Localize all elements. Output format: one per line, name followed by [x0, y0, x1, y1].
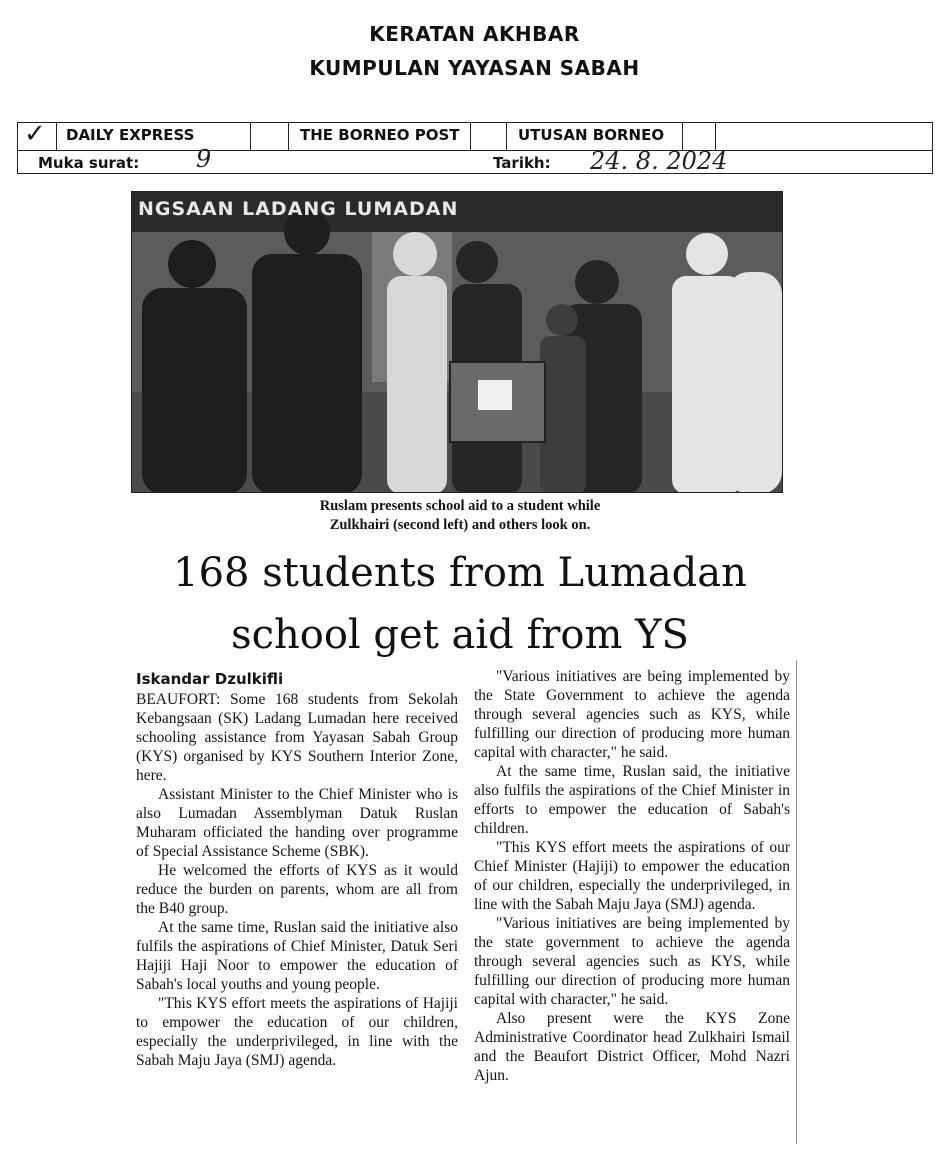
grid-divider [288, 123, 289, 150]
grid-divider [18, 150, 932, 151]
photo-banner-text: NGSAAN LADANG LUMADAN [138, 198, 459, 220]
page-number: 9 [196, 145, 212, 173]
article-column-left [136, 690, 458, 1070]
grid-divider [506, 123, 507, 150]
article-paragraph: "This KYS effort meets the aspirations of our Chief Minister (Hajiji) to empower the education of our children, especially the underprivileged, in line with the Sabah Maju Jaya (SMJ) agenda. [474, 839, 790, 913]
grid-divider [56, 123, 57, 150]
clipping-header-subtitle: KUMPULAN YAYASAN SABAH [309, 56, 640, 80]
grid-divider [250, 123, 251, 150]
date-label: Tarikh: [493, 154, 551, 172]
photo-caption [180, 497, 740, 535]
article-paragraph: "Various initiatives are being implemented by the state government to achieve the agenda through several agencies such as KYS, while fulfilling our direction of producing more human capital with character," he said. [474, 915, 790, 1008]
article-paragraph: "Various initiatives are being implemented by the State Government to achieve the agenda through several agencies such as KYS, while fulfilling our direction of producing more human capital with character," he said. [474, 668, 790, 761]
grid-divider [682, 123, 683, 150]
article-column-right [474, 667, 790, 1085]
article-paragraph: Also present were the KYS Zone Administrative Coordinator head Zulkhairi Ismail and the Beaufort District Officer, Mohd Nazri Ajun. [474, 1010, 790, 1084]
article-paragraph: He welcomed the efforts of KYS as it would reduce the burden on parents, whom are all from the B40 group. [136, 862, 458, 917]
photo-illustration [132, 192, 783, 493]
article-byline: Iskandar Dzulkifli [136, 670, 284, 688]
paper-utusan-borneo: UTUSAN BORNEO [518, 126, 665, 144]
article-paragraph: BEAUFORT: Some 168 students from Sekolah Kebangsaan (SK) Ladang Lumadan here received schooling assistance from Yayasan Sabah Group (KYS) organised by KYS Southern Interior Zone, here. [136, 691, 458, 784]
page-label: Muka surat: [38, 154, 140, 172]
newspaper-form-grid [17, 119, 933, 175]
check-mark-icon: ✓ [24, 119, 46, 149]
article-headline [100, 542, 820, 666]
caption-line: Zulkhairi (second left) and others look on. [329, 517, 591, 533]
headline-line: school get aid from YS [231, 612, 689, 658]
grid-divider [715, 123, 716, 150]
date-value: 24. 8. 2024 [590, 147, 728, 175]
paper-daily-express: DAILY EXPRESS [66, 126, 195, 144]
grid-divider [470, 123, 471, 150]
caption-line: Ruslam presents school aid to a student while [319, 498, 601, 514]
article-paragraph: Assistant Minister to the Chief Minister who is also Lumadan Assemblyman Datuk Ruslan Muharam officiated the handing over programme of Special Assistance Scheme (SBK). [136, 786, 458, 860]
article-paragraph: "This KYS effort meets the aspirations of Hajiji to empower the education of our children, especially the underprivileged, in line with the Sabah Maju Jaya (SMJ) agenda. [136, 995, 458, 1069]
article-paragraph: At the same time, Ruslan said, the initiative also fulfils the aspirations of the Chief Minister in efforts to empower the education of Sabah's children. [474, 763, 790, 837]
news-photo [131, 191, 783, 493]
paper-borneo-post: THE BORNEO POST [300, 126, 460, 144]
clipping-edge-line [796, 660, 797, 1144]
article-paragraph: At the same time, Ruslan said the initiative also fulfils the aspirations of Chief Minister, Datuk Seri Hajiji Haji Noor to empower the education of Sabah's local youths and young people. [136, 919, 458, 993]
headline-line: 168 students from Lumadan [173, 550, 747, 596]
clipping-header-title: KERATAN AKHBAR [369, 22, 580, 46]
